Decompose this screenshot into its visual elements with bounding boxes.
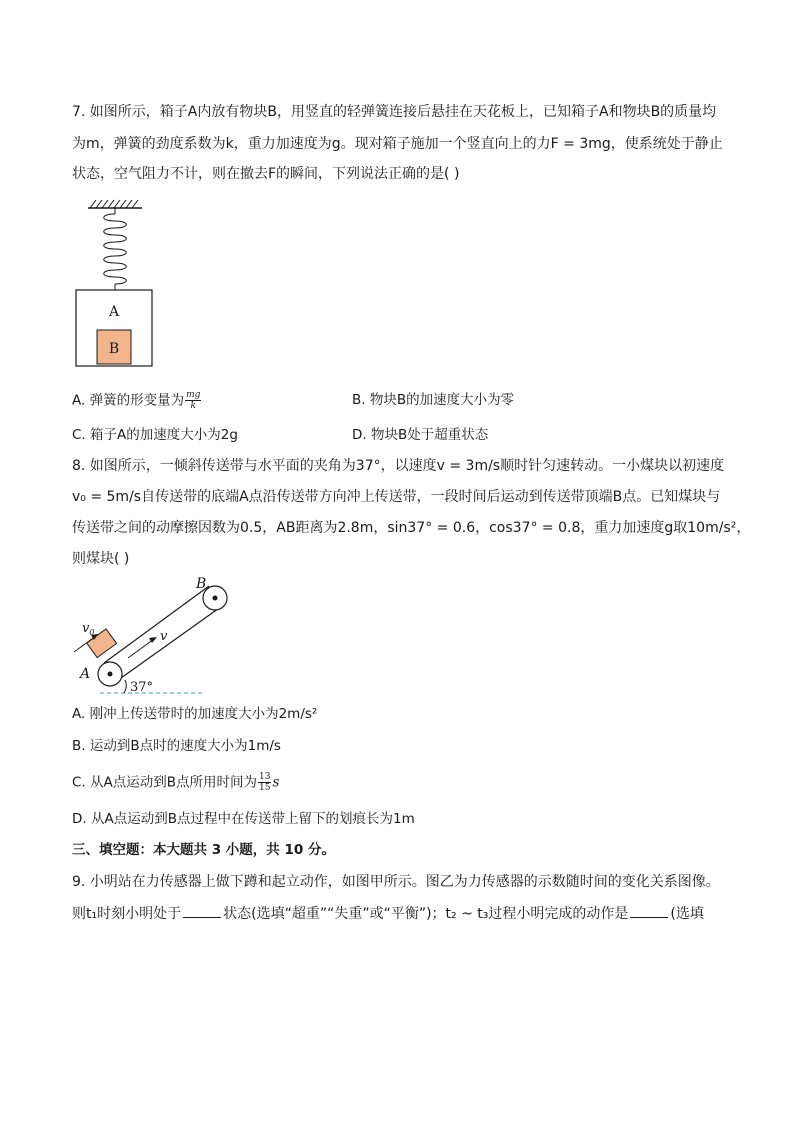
- q8-option-b[interactable]: B. 运动到B点时的速度大小为1m/s: [72, 738, 281, 754]
- q8-stem-line-3: 传送带之间的动摩擦因数为0.5，AB距离为2.8m，sin37° = 0.6，cos37° = 0.8，重力加速度g取10m/s²，: [72, 520, 751, 536]
- q8-option-c[interactable]: [72, 772, 279, 793]
- q8-label-a: A: [80, 666, 91, 682]
- q8-conveyor-figure: [70, 574, 240, 700]
- q7-option-b[interactable]: B. 物块B的加速度大小为零: [352, 392, 515, 408]
- q9-stem-line-2: [72, 903, 704, 924]
- q9-text-part-1: 则t₁时刻小明处于: [72, 906, 182, 922]
- q8-option-c-text: C. 从A点运动到B点所用时间为: [72, 774, 258, 791]
- q8-option-c-fraction: $\frac{13}{15}$: [259, 772, 271, 793]
- q8-option-c-unit: s: [272, 774, 280, 791]
- q7-option-d[interactable]: D. 物块B处于超重状态: [352, 427, 489, 443]
- q7-option-c[interactable]: C. 箱子A的加速度大小为2g: [72, 427, 238, 443]
- section-3-heading: 三、填空题：本大题共 3 小题，共 10 分。: [72, 842, 335, 858]
- q8-stem-line-2: v₀ = 5m/s自传送带的底端A点沿传送带方向冲上传送带，一段时间后运动到传送带顶端B点。已知煤块与: [72, 489, 721, 505]
- q9-blank-2[interactable]: [630, 903, 668, 918]
- q8-label-b: B: [196, 576, 207, 592]
- q8-option-a[interactable]: A. 刚冲上传送带时的加速度大小为2m/s²: [72, 706, 318, 722]
- q9-text-part-3: (选填: [670, 906, 704, 922]
- q7-option-a-fraction: $\frac{mg}{k}$: [186, 390, 201, 411]
- q8-stem-line-1: 8. 如图所示，一倾斜传送带与水平面的夹角为37°，以速度v = 3m/s顺时针匀速转动。一小煤块以初速度: [72, 458, 725, 474]
- q7-option-a-text: A. 弹簧的形变量为: [72, 392, 185, 409]
- q7-box-label: A: [108, 304, 120, 320]
- q8-label-angle: 37°: [130, 680, 154, 695]
- q7-option-a[interactable]: [72, 390, 202, 411]
- q7-stem-line-1: 7. 如图所示，箱子A内放有物块B，用竖直的轻弹簧连接后悬挂在天花板上，已知箱子A和物块B的质量均: [72, 104, 717, 120]
- q8-label-v0: $v_0$: [82, 621, 95, 637]
- q7-spring-box-figure: [70, 196, 160, 371]
- q9-blank-1[interactable]: [183, 903, 221, 918]
- q9-stem-line-1: 9. 小明站在力传感器上做下蹲和起立动作，如图甲所示。图乙为力传感器的示数随时间的变化关系图像。: [72, 874, 720, 890]
- q9-text-part-2: 状态(选填“超重”“失重”或“平衡”)；t₂ ~ t₃过程小明完成的动作是: [223, 906, 629, 922]
- q7-stem-line-2: 为m，弹簧的劲度系数为k，重力加速度为g。现对箱子施加一个竖直向上的力F = 3mg，使系统处于静止: [72, 136, 723, 152]
- q8-stem-line-4: 则煤块( ): [72, 551, 130, 567]
- q8-option-d[interactable]: D. 从A点运动到B点过程中在传送带上留下的划痕长为1m: [72, 811, 415, 827]
- q7-block-label: B: [108, 341, 120, 357]
- q8-label-v: v: [160, 629, 168, 644]
- q7-stem-line-3: 状态，空气阻力不计，则在撤去F的瞬间，下列说法正确的是( ): [72, 166, 460, 182]
